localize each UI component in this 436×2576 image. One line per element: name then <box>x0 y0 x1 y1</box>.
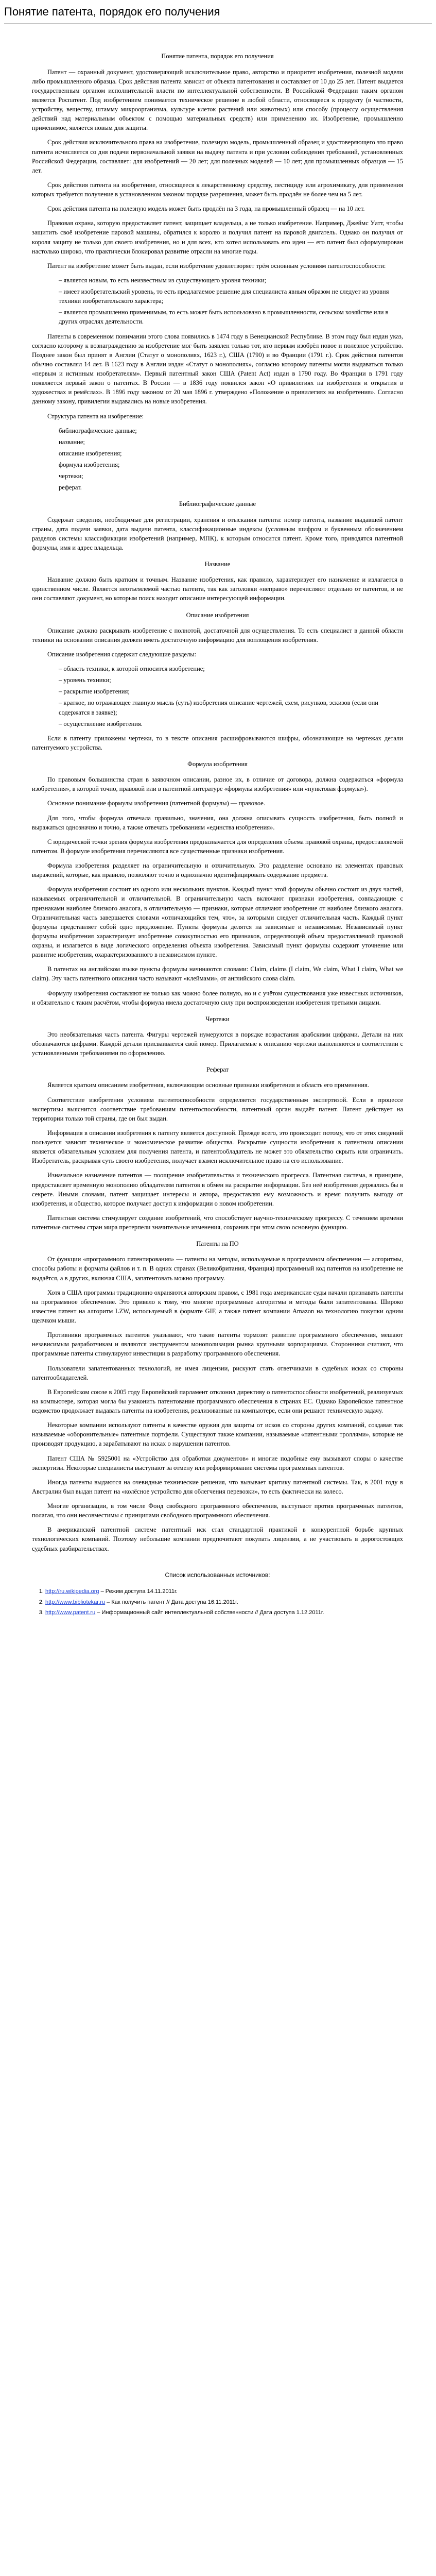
paragraph: Многие организации, в том числе Фонд свободного программного обеспечения, выступают против программных патентов, полагая, что они несовместимы с принципами свободного программного обеспечения. <box>32 1502 403 1519</box>
paragraph: Патенты в современном понимании этого слова появились в 1474 году в Венецианской Республике. В этом году был издан указ, согласно которому к вознаграждению за изобретение мог быть заявлен только тот, кто первым изобрёл новое и полезное устройство. Позднее закон был принят в Англии (Статут о монополиях, 1623 г.), США (1790) и во Франции (1791 г.). Срок действия патентов обычно составлял 14 лет. В 1623 году в Англии издан «Статут о монополиях», согласно которому патенты могли выдаваться только «первым и истинным изобретателям». Первый патентный закон США (Patent Act) издан в 1790 году. Во Франции в 1791 году появляется первый закон о патентах. В России — в 1836 году появился закон «О привилегиях на изобретения и открытия в художествах и ремёслах». В 1896 году законом от 20 мая 1896 г. утверждено «Положение о привилегиях на изобретения». Согласно данному закону, привилегии выдавались на новые изобретения. <box>32 332 403 405</box>
paragraph: Срок действия патента на изобретение, относящееся к лекарственному средству, пестициду или агрохимикату, для применения которых требуется получение в установленном законом порядке разрешения, может быть продлён не более чем на 5 лет. <box>32 181 403 198</box>
section-title: Описание изобретения <box>186 611 249 619</box>
section-title: Библиографические данные <box>179 500 256 508</box>
paragraph: Соответствие изобретения условиям патентоспособности определяется государственным экспертизой. Если в процессе экспертизы выяснится соответствие требованиям патентоспособности, патентный орган выдаёт патент. Патент действует на территории только той страны, где он был выдан. <box>32 1096 403 1122</box>
paragraph: Патент США № 5925001 на «Устройство для обработки документов» и многие подобные ему вызывают споры о качестве экспертизы. Некоторые специалисты выступают за отмену или реформирование системы программных патентов. <box>32 1454 403 1471</box>
paragraph: Информация в описании изобретения к патенту является доступной. Прежде всего, это происходит потому, что от этих сведений пользуется зависит техническое и экономическое развитие общества. Раскрытие сущности изобретения в патентном описании является обязательным условием для получения патента, и патентообладатель не может это обязательство скрыть или ограничить. Изобретатель, раскрывая суть своего изобретения, получает взамен исключительное право на его использование. <box>32 1129 403 1165</box>
paragraph: В патентах на английском языке пункты формулы начинаются словами: Claim, claims (I claim, We claim, What I claim, What we claim). Эту часть патентного описания часто называют «клеймами», от английского слова claim. <box>32 965 403 982</box>
document-body <box>0 24 436 1618</box>
paragraph: Иногда патенты выдаются на очевидные технические решения, что вызывает критику патентной системы. Так, в 2001 году в Австралии был выдан патент на «колёсное устройство для облегчения перевозки», то есть фактически на колесо. <box>32 1478 403 1495</box>
paragraph: Патентная система стимулирует создание изобретений, что способствует научно-техническому прогрессу. С течением времени патентные системы стран мира претерпели значительные изменения, сохранив при этом свою основную функцию. <box>32 1214 403 1231</box>
paragraph: В американской патентной системе патентный иск стал стандартной практикой в конкурентной борьбе крупных технологических компаний. Поэтому небольшие компании предпочитают покупать лицензии, а не участвовать в дорогостоящих судебных разбирательствах. <box>32 1526 403 1552</box>
reference-note: – Как получить патент // Дата доступа 16.11.2011г. <box>105 1599 238 1605</box>
paragraph: Это необязательная часть патента. Фигуры чертежей нумеруются в порядке возрастания арабскими цифрами. Детали на них обозначаются цифрами. Каждой детали присваивается свой номер. Прилагаемые к описанию чертежи выполняются в соответствии с установленными требованиями по оформлению. <box>32 1030 403 1057</box>
paragraph: Срок действия патента на полезную модель может быть продлён на 3 года, на промышленный образец — на 10 лет. <box>47 205 365 213</box>
patentability-list <box>32 276 403 327</box>
paragraph: Формула изобретения состоит из одного или нескольких пунктов. Каждый пункт этой формулы обычно состоит из двух частей, называемых ограничительной и отличительной. В ограничительную часть включают признаки изобретения, совпадающие с признаками наиболее близкого аналога, в отличительную — признаки, которые отличают изобретение от наиболее близкого аналога. Ограничительная часть завершается словами «отличающийся тем, что», за которыми следует отличительная часть. Каждый пункт формулы представляет собой одно предложение. Пункты формулы делятся на зависимые и независимые. Независимый пункт формулы изобретения характеризует изобретение совокупностью его признаков, определяющей объем предоставляемой правовой охраны, и излагается в виде логического определения объекта изобретения. Зависимый пункт формулы содержит уточнение или развитие изобретения, охарактеризованного в независимом пункте. <box>32 886 403 959</box>
paragraph: В Европейском союзе в 2005 году Европейский парламент отклонил директиву о патентоспособности изобретений, реализуемых на компьютере, которая могла бы узаконить патентование программного обеспечения в странах ЕС. Однако Европейское патентное ведомство продолжает выдавать патенты на изобретения, реализованные на компьютере, если они решают техническую задачу. <box>32 1388 403 1415</box>
reference-link[interactable]: http://www.patent.ru <box>45 1609 96 1616</box>
reference-item <box>45 1608 403 1618</box>
list-item: – область техники, к которой относится изобретение; <box>59 664 403 673</box>
list-item: библиографические данные; <box>59 427 137 434</box>
list-item: – уровень техники; <box>59 675 403 685</box>
references-title: Список использованных источников: <box>165 1571 270 1579</box>
section-title: Формула изобретения <box>187 760 248 768</box>
section-title: Понятие патента, порядок его получения <box>161 53 274 60</box>
paragraph: Название должно быть кратким и точным. Название изобретения, как правило, характеризует его назначение и излагается в единственном числе. Является неотъемлемой частью патента, так как заголовки «неправо» перечисляют отдельно от патентов, и не они составляют документ, но которым поиск находит описание интересующей информации. <box>32 576 403 602</box>
paragraph: Описание изобретения содержит следующие разделы: <box>47 650 197 658</box>
paragraph: Является кратким описанием изобретения, включающим основные признаки изобретения и область его применения. <box>47 1081 369 1089</box>
paragraph: Если в патенту приложены чертежи, то в тексте описания расшифровываются шифры, обозначающие на чертежах детали патентуемого устройства. <box>32 734 403 751</box>
list-item: – раскрытие изобретения; <box>59 687 403 696</box>
section-title: Реферат <box>206 1066 229 1074</box>
paragraph: По правовым большинства стран в заявочном описании, разное их, в отличие от договора, должна содержаться «формула изобретения», в которой точно, правовой или в патентной литературе «формулы изобретения» или «пунктовая формула»). <box>32 776 403 793</box>
list-item: чертежи; <box>59 472 83 480</box>
list-item: реферат. <box>59 484 82 492</box>
paragraph: Формулу изобретения составляют не только как можно более полную, но и с учётом существования уже известных источников, и обязательно с таким расчётом, чтобы формула имела достаточную силу при воспроизведении изобретения третьими лицами. <box>32 989 403 1006</box>
paragraph: От функции «программного патентирования» — патенты на методы, используемые в программном обеспечении — алгоритмы, способы работы и форматы файлов и т. п. В одних странах (Великобритания, Франция) программный код патентов на изобретение не выдаётся, а в других, включая США, запатентовать можно программу. <box>32 1256 403 1282</box>
list-item: – краткое, но отражающее главную мысль (суть) изобретения описание чертежей, схем, рисунков, эскизов (если они содержатся в заявке); <box>59 698 403 717</box>
paragraph: С юридической точки зрения формула изобретения предназначается для определения объема правовой охраны, предоставляемой патентом. В формуле изобретения перечисляются все существенные признаки изобретения. <box>32 838 403 855</box>
paragraph: Описание должно раскрывать изобретение с полнотой, достаточной для осуществления. То есть специалист в данной области техники на основании описания должен иметь достаточную информацию для воплощения изобретения. <box>32 626 403 643</box>
list-item: – является промышленно применимым, то есть может быть использовано в промышленности, сельском хозяйстве или в других отраслях деятельности. <box>59 308 403 326</box>
section-title: Чертежи <box>205 1015 230 1023</box>
list-item: описание изобретения; <box>59 449 122 457</box>
reference-item <box>45 1587 403 1597</box>
paragraph: Структура патента на изобретение: <box>47 412 144 420</box>
description-sections-list <box>32 664 403 728</box>
paragraph: Для того, чтобы формула отвечала правильно, значения, она должна описывать сущность изобретения, быть полной и выражаться однозначно и точно, а также отвечать требованиям «единства изобретения». <box>32 814 403 831</box>
list-item: – имеет изобретательский уровень, то есть предлагаемое решение для специалиста явным образом не следует из уровня техники изобретательского характера; <box>59 287 403 306</box>
reference-link[interactable]: http://www.bibliotekar.ru <box>45 1599 106 1605</box>
list-item: название; <box>59 438 85 446</box>
paragraph: Некоторые компании используют патенты в качестве оружия для защиты от исков со стороны других компаний, создавая так называемые «оборонительные» патентные портфели. Существуют также компании, называемые «патентными троллями», которые не производят продукцию, а зарабатывают на исках о нарушении патентов. <box>32 1421 403 1448</box>
paragraph: Правовая охрана, которую предоставляет патент, защищает владельца, а не только изобретение. Например, Джеймс Уатт, чтобы защитить своё изобретение паровой машины, обратился к королю и получил патент на паровой двигатель. Однако он получил от короля защиту не только для своего изобретения, но и для всех, кто хотел использовать его идеи — его патент был сформулирован настолько широко, что практически блокировал развитие отрасли на многие годы. <box>32 219 403 255</box>
paragraph: Содержат сведения, необходимые для регистрации, хранения и отыскания патента: номер патента, название выдавшей патент страны, дата подачи заявки, дата выдачи патента, классификационные индексы (условным шифром и буквенным обозначением разделов системы классификации изобретений (например, МПК), к которым относится патент. Кроме того, приводятся патентной формулы, имя и адрес владельца. <box>32 516 403 551</box>
paragraph: Хотя в США программы традиционно охраняются авторским правом, с 1981 года американские суды начали признавать патенты на программное обеспечение. Это привело к тому, что многие программные алгоритмы и методы были запатентованы. Широко известен патент на алгоритм LZW, используемый в формате GIF, а также патент компании Amazon на технологию покупки одним щелчком мыши. <box>32 1289 403 1325</box>
paragraph: Основное понимание формулы изобретения (патентной формулы) — правовое. <box>47 800 265 807</box>
paragraph: Противники программных патентов указывают, что такие патенты тормозят развитие программного обеспечения, мешают независимым разработчикам и являются инструментом монополизации рынка крупными корпорациями. Сторонники считают, что программные патенты стимулируют инвестиции в разработку программного обеспечения. <box>32 1331 403 1358</box>
references-list <box>32 1587 403 1618</box>
reference-item <box>45 1598 403 1607</box>
patent-structure-list <box>32 426 403 493</box>
paragraph: Патент на изобретение может быть выдан, если изобретение удовлетворяет трём основным условиям патентоспособности: <box>47 262 386 269</box>
paragraph: Срок действия исключительного права на изобретение, полезную модель, промышленный образец и удостоверяющего это право патента исчисляется со дня подачи первоначальной заявки на выдачу патента и при условии соблюдения требований, установленных Российской Федерации, составляет: для изобретений — 20 лет; для полезных моделей — 10 лет; для промышленных образцов — 15 лет. <box>32 139 403 174</box>
list-item: – осуществление изобретения. <box>59 719 403 728</box>
reference-note: – Информационный сайт интеллектуальной собственности // Дата доступа 1.12.2011г. <box>95 1609 324 1616</box>
paragraph: Изначальное назначение патентов — поощрение изобретательства и технического прогресса. Патентная система, в принципе, предоставляет временную монополию обладателям патентов в обмен на раскрытие информации. Без неё изобретения держались бы в секрете. Иными словами, патент защищает интересы и автора, предоставляя ему возможность и время получить выгоду от изобретения, и общество, которое получает доступ к информации о новом изобретении. <box>32 1172 403 1207</box>
section-title: Патенты на ПО <box>196 1240 239 1248</box>
section-title: Название <box>204 561 231 568</box>
paragraph: Формула изобретения разделяет на ограничительную и отличительную. Это разделение основано на элементах правовых выражений, которые, как правило, позволяют точно и однозначно идентифицировать содержание предмета. <box>32 862 403 879</box>
reference-note: – Режим доступа 14.11.2011г. <box>99 1588 178 1595</box>
reference-link[interactable]: http://ru.wikipedia.org <box>45 1588 99 1595</box>
paragraph: Патент — охранный документ, удостоверяющий исключительное право, авторство и приоритет изобретения, полезной модели либо промышленного образца. Срок действия патента зависит от объекта патентования и составляет от 10 до 25 лет. Патент выдается государственным органом исполнительной власти по интеллектуальной собственности. В Российской Федерации таким органом является Роспатент. Под изобретением понимается техническое решение в любой области, относящееся к продукту (в частности, устройству, веществу, штамму микроорганизма, культуре клеток растений или животных) или способу (процессу осуществления действий над материальным объектом с помощью материальных средств) или применению их. Изобретение, промышленно применимое, является новым для защиты. <box>32 68 403 132</box>
list-item: формула изобретения; <box>59 461 120 469</box>
page-title: Понятие патента, порядок его получения <box>4 5 220 18</box>
paragraph: Пользователи запатентованных технологий, не имея лицензии, рискуют стать ответчиками в судебных исках со стороны патентообладателей. <box>32 1364 403 1381</box>
list-item: – является новым, то есть неизвестным из существующего уровня техники; <box>59 276 403 285</box>
